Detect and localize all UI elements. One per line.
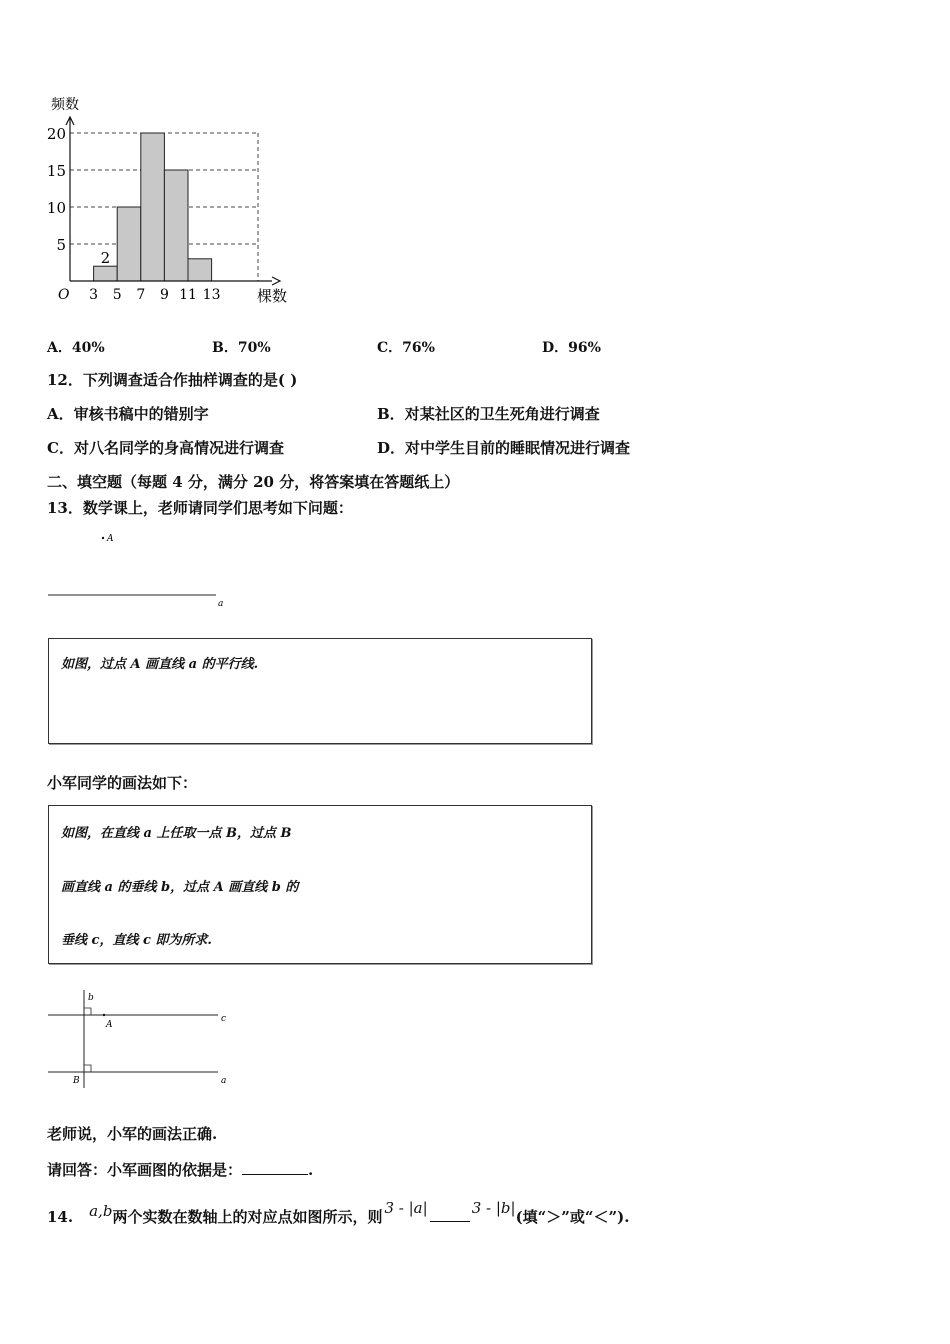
q12-stem: 12．下列调查适合作抽样调查的是( ) [47,371,298,389]
x-tick-label: 9 [159,287,169,303]
method-line-2: 画直线 a 的垂线 b，过点 A 画直线 b 的 [61,880,299,895]
answer-blank[interactable] [242,1174,308,1175]
x-axis-label: 棵数 [257,287,288,305]
comparison-blank[interactable] [430,1221,470,1222]
histogram-bar [164,170,188,281]
method-line-1: 如图，在直线 a 上任取一点 B，过点 B [61,826,292,841]
right-angle-mark-bottom [84,1065,91,1072]
expr-1: 3 - |a| [384,1199,428,1217]
q13-figure-point-line [44,528,244,613]
y-tick-label: 5 [56,236,66,254]
y-axis-label: 频数 [51,97,79,113]
method-line-3: 垂线 c，直线 c 即为所求. [61,933,212,948]
point-a-label-2: A [106,1020,113,1030]
q14-vars: a,b [89,1202,113,1220]
q12-option-a: A．审核书稿中的错别字 [47,405,209,423]
histogram-bar [94,266,118,281]
method-intro: 小军同学的画法如下： [47,774,198,792]
task-box [48,638,592,744]
q13-construction-figure [44,988,244,1098]
section-title: 二、填空题（每题 4 分，满分 20 分，将答案填在答题纸上） [47,473,460,491]
x-axis-arrow [272,277,280,285]
y-tick-label: 20 [46,125,66,143]
point-a-label: A [107,534,114,544]
line-a-label-2: a [221,1076,227,1086]
q11-option-c: C．76% [377,340,435,356]
q14-line: 14. a,b两个实数在数轴上的对应点如图所示，则 3 - |a| 3 - |b|(填“＞”或“＜”). [47,1199,630,1226]
origin-label: O [58,287,70,303]
x-tick-label: 5 [112,287,122,303]
y-tick-label: 15 [46,162,66,180]
q12-option-c: C．对八名同学的身高情况进行调查 [47,439,284,457]
x-tick-label: 7 [136,287,146,303]
q12-option-d: D．对中学生目前的睡眠情况进行调查 [377,439,631,457]
method-box [48,805,592,964]
x-tick-label: 3 [89,287,99,303]
histogram-bar [188,259,212,281]
expr-2: 3 - |b| [471,1199,516,1217]
line-b-label: b [88,993,94,1003]
histogram-bar [141,133,165,281]
task-text: 如图，过点 A 画直线 a 的平行线. [61,657,259,672]
q12-option-b: B．对某社区的卫生死角进行调查 [377,405,600,423]
q11-option-a: A．40% [47,340,105,356]
x-tick-label: 11 [179,287,197,303]
teacher-comment: 老师说，小军的画法正确. [47,1125,218,1143]
q11-option-b: B．70% [212,340,271,356]
q11-option-d: D．96% [542,340,601,356]
point-b-label: B [73,1076,80,1086]
q13-stem: 13．数学课上，老师请同学们思考如下问题： [47,499,353,517]
data-label: 2 [100,249,111,268]
line-a-label: a [218,599,224,609]
y-tick-label: 10 [46,199,66,217]
q13-question: 请回答：小军画图的依据是： . [47,1161,314,1179]
line-c-label: c [221,1014,227,1024]
x-tick-label: 13 [202,287,221,303]
point-a-dot [102,537,104,539]
point-a-dot-2 [103,1014,105,1016]
histogram-bar [117,207,141,281]
right-angle-mark-top [84,1008,91,1015]
frequency-histogram [40,90,310,320]
